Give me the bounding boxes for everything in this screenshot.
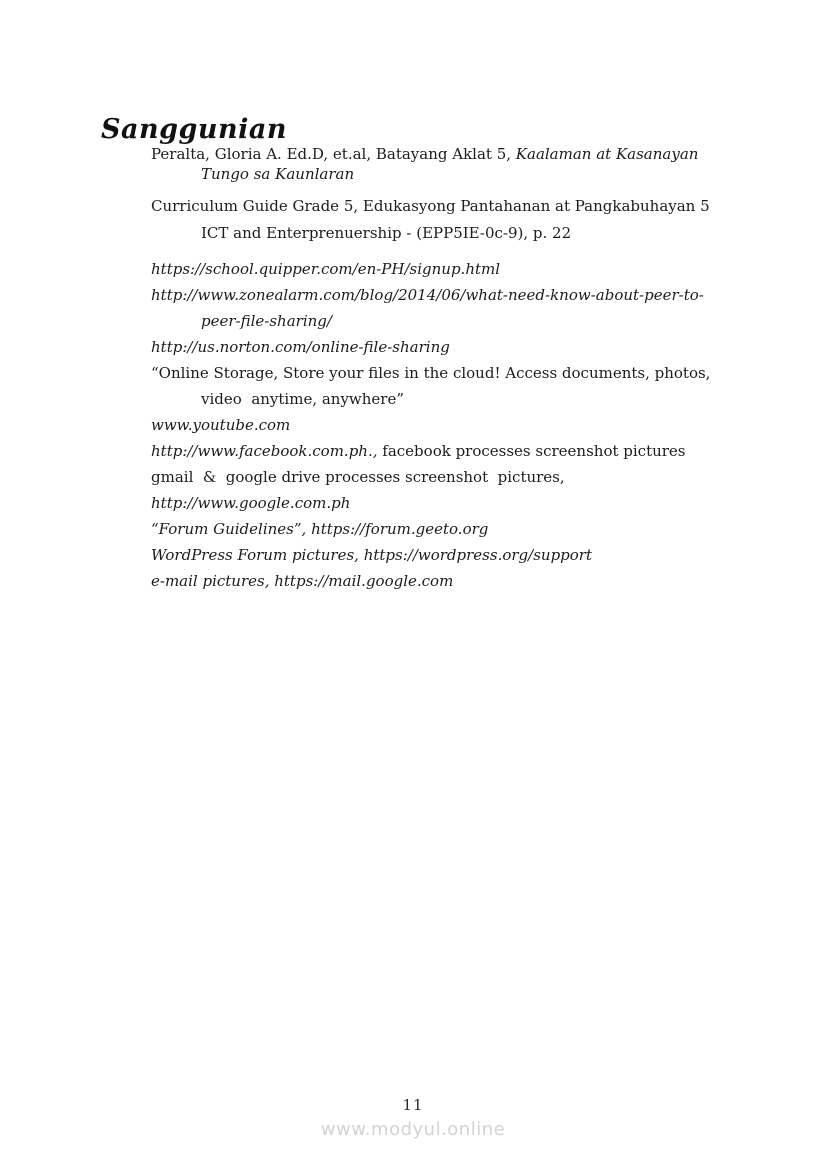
reference-line [151,164,811,184]
reference-text-italic: peer-file-sharing/ [201,312,332,330]
reference-text-italic: “Forum Guidelines”, https://forum.geeto.org [151,520,489,538]
references-list [151,144,811,594]
reference-line [151,516,811,542]
reference-line [151,568,811,594]
reference-text-italic: https://school.quipper.com/en-PH/signup.html [151,260,501,278]
reference-text: facebook processes screenshot pictures [377,442,686,460]
page-title: Sanggunian [101,114,288,146]
reference-text: ICT and Enterprenuership - (EPP5IE-0c-9), p. 22 [201,224,572,242]
reference-text-italic: http://www.google.com.ph [151,494,351,512]
reference-line [151,490,811,516]
reference-line [151,308,811,334]
reference-paragraph [151,144,811,184]
reference-line [151,282,811,308]
reference-text: gmail & google drive processes screenshot pictures, [151,468,565,486]
reference-line [151,360,811,386]
reference-text-italic: Kaalaman at Kasanayan [515,145,699,163]
reference-text: Curriculum Guide Grade 5, Edukasyong Pantahanan at Pangkabuhayan 5 [151,197,710,215]
reference-text-italic: WordPress Forum pictures, https://wordpress.org/support [151,546,592,564]
reference-text-italic: Tungo sa Kaunlaran [201,165,355,183]
reference-line [151,412,811,438]
reference-line [151,542,811,568]
reference-text: “Online Storage, Store your files in the cloud! Access documents, photos, [151,364,711,382]
watermark-text: www.modyul.online [320,1119,506,1140]
reference-text-italic: http://us.norton.com/online-file-sharing [151,338,450,356]
reference-line [151,334,811,360]
reference-text-italic: e-mail pictures, https://mail.google.com [151,572,454,590]
reference-line [151,464,811,490]
reference-line [151,193,811,220]
reference-line [151,438,811,464]
reference-paragraph [151,256,811,594]
reference-line [151,256,811,282]
reference-line [151,144,811,164]
reference-line [151,386,811,412]
reference-line [151,220,811,247]
reference-text-italic: http://www.zonealarm.com/blog/2014/06/what-need-know-about-peer-to- [151,286,704,304]
reference-text-italic: http://www.facebook.com.ph., [151,442,378,460]
reference-paragraph [151,193,811,247]
reference-text-italic: www.youtube.com [151,416,291,434]
reference-text: video anytime, anywhere” [201,390,405,408]
page-number: 11 [402,1096,424,1114]
reference-text: Peralta, Gloria A. Ed.D, et.al, Batayang Aklat 5, [151,145,516,163]
